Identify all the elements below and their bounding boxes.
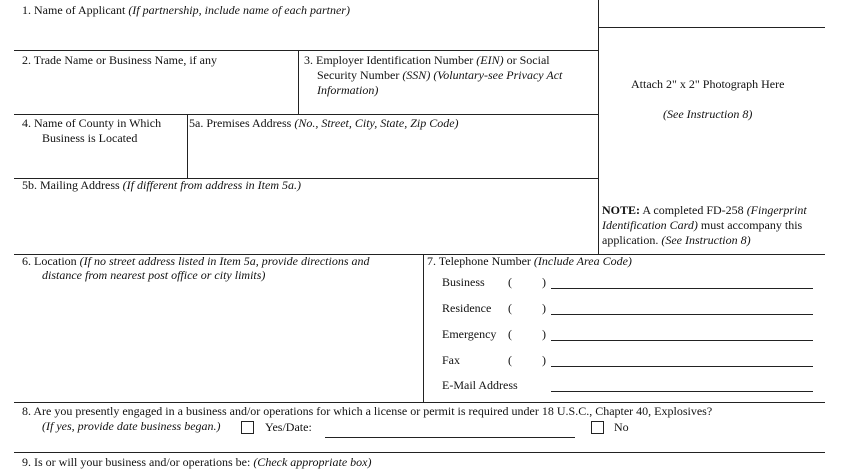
phone-paren-open-residence: ( <box>508 301 512 315</box>
note-text-d: must accompany this <box>700 218 803 232</box>
item4-line1: 4. Name of County in Which <box>22 116 162 130</box>
note-text-b: (Fingerprint <box>746 203 807 217</box>
note-line1 <box>602 203 807 218</box>
phone-paren-open-fax: ( <box>508 353 512 367</box>
item2-label: 2. Trade Name or Business Name, if any <box>22 53 217 67</box>
item6-line1 <box>22 254 370 269</box>
phone-paren-close-emergency: ) <box>542 327 546 341</box>
item7-heading <box>427 254 632 269</box>
item1-note: (If partnership, include name of each partner) <box>128 3 350 17</box>
item5a-heading <box>189 116 459 131</box>
photo-title: Attach 2" x 2" Photograph Here <box>631 77 785 91</box>
item4-line2: Business is Located <box>42 131 138 145</box>
item5b-note: (If different from address in Item 5a.) <box>122 178 301 192</box>
note-text-e: application. <box>602 233 659 247</box>
phone-label-residence: Residence <box>442 301 492 315</box>
item5b-label: 5b. Mailing Address <box>22 178 120 192</box>
phone-label-fax: Fax <box>442 353 460 367</box>
item1-heading <box>22 3 350 18</box>
note-line3 <box>602 233 751 248</box>
item8-yes-checkbox[interactable] <box>241 421 254 434</box>
note-line2 <box>602 218 802 233</box>
item9-label: 9. Is or will your business and/or operations be: <box>22 455 251 469</box>
phone-label-business: Business <box>442 275 485 289</box>
phone-line-emergency[interactable] <box>551 340 813 341</box>
item8-no-checkbox[interactable] <box>591 421 604 434</box>
email-line[interactable] <box>551 391 813 392</box>
photo-instruction: (See Instruction 8) <box>663 107 753 121</box>
phone-paren-open-business: ( <box>508 275 512 289</box>
item3-text-d: Security Number <box>317 68 400 82</box>
photo-left-border <box>598 0 599 254</box>
item3-text-a: 3. Employer Identification Number <box>304 53 474 67</box>
email-label: E-Mail Address <box>442 378 518 392</box>
item3-voluntary: (Voluntary-see Privacy Act <box>433 68 563 82</box>
item8-yes-label: Yes/Date: <box>265 420 312 434</box>
item3-line3: Information) <box>317 83 379 97</box>
phone-paren-close-residence: ) <box>542 301 546 315</box>
note-text-a: A completed FD-258 <box>642 203 744 217</box>
item5b-heading <box>22 178 301 193</box>
item3-ssn: (SSN) <box>402 68 431 82</box>
item5a-label: 5a. Premises Address <box>189 116 292 130</box>
item6-note1: (If no street address listed in Item 5a, provide directions and <box>79 254 370 268</box>
item7-label: 7. Telephone Number <box>427 254 531 268</box>
row-divider-5 <box>14 402 825 403</box>
item9-note: (Check appropriate box) <box>253 455 372 469</box>
col-divider-6-7 <box>423 254 424 402</box>
item6-label: 6. Location <box>22 254 77 268</box>
note-bold: NOTE: <box>602 203 641 217</box>
item3-text-c: or Social <box>506 53 550 67</box>
phone-paren-open-emergency: ( <box>508 327 512 341</box>
item9-heading <box>22 455 372 470</box>
note-text-c: Identification Card) <box>602 218 698 232</box>
item3-ein: (EIN) <box>476 53 504 67</box>
item1-label: 1. Name of Applicant <box>22 3 126 17</box>
phone-line-business[interactable] <box>551 288 813 289</box>
item8-question: 8. Are you presently engaged in a business and/or operations for which a license or permit is required under 18 U.S.C., Chapter 40, Explosives? <box>22 404 713 418</box>
item6-note2: distance from nearest post office or city limits) <box>42 268 266 282</box>
item3-line1 <box>304 53 550 68</box>
item3-line2 <box>317 68 562 83</box>
phone-paren-close-business: ) <box>542 275 546 289</box>
note-text-f: (See Instruction 8) <box>661 233 751 247</box>
phone-line-residence[interactable] <box>551 314 813 315</box>
row-divider-6 <box>14 452 825 453</box>
item8-date-line[interactable] <box>325 437 575 438</box>
item8-instruction: (If yes, provide date business began.) <box>42 419 221 433</box>
phone-paren-close-fax: ) <box>542 353 546 367</box>
phone-line-fax[interactable] <box>551 366 813 367</box>
photo-top-rule <box>598 27 825 28</box>
item7-note: (Include Area Code) <box>533 254 632 268</box>
item8-no-label: No <box>614 420 629 434</box>
phone-label-emergency: Emergency <box>442 327 497 341</box>
item5a-note: (No., Street, City, State, Zip Code) <box>294 116 459 130</box>
